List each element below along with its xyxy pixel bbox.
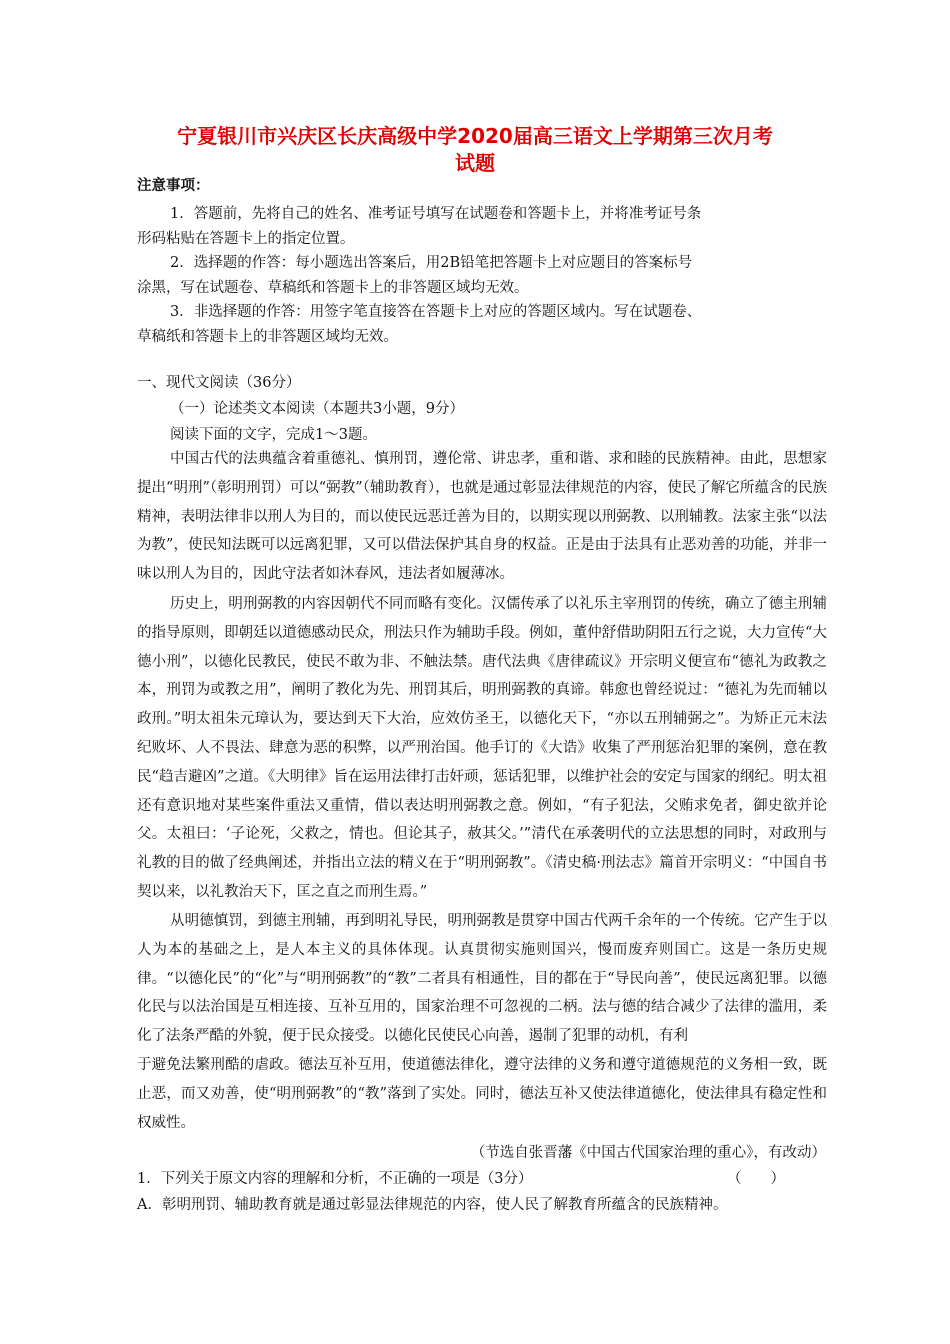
document-title-line1: 宁夏银川市兴庆区长庆高级中学2020届高三语文上学期第三次月考	[177, 124, 773, 148]
notice-item-1a: 1．答题前，先将自己的姓名、准考证号填写在试题卷和答题卡上，并将准考证号条	[170, 206, 702, 222]
notice-item-2a: 2．选择题的作答：每小题选出答案后，用2B铅笔把答题卡上对应题目的答案标号	[170, 255, 693, 271]
notice-item-3b: 草稿纸和答题卡上的非答题区域均无效。	[137, 329, 398, 345]
question-1-stem: 1．下列关于原文内容的理解和分析，不正确的一项是（3分）	[137, 1171, 533, 1187]
section-heading: 一、现代文阅读（36分）	[137, 375, 301, 391]
passage-paragraph-2: 历史上，明刑弼教的内容因朝代不同而略有变化。汉儒传承了以礼乐主宰刑罚的传统，确立了德主刑辅的指导原则，即朝廷以道德感动民众，刑法只作为辅助手段。例如，董仲舒借助阴阳五行之说，大力宣传“大德小刑”，以德化民教民，使民不敢为非、不触法禁。唐代法典《唐律疏议》开宗明义便宣布“德礼为政教之本，刑罚为或教之用”，阐明了教化为先、刑罚其后，明刑弼教的真谛。韩愈也曾经说过：“德礼为先而辅以政刑。”明太祖朱元璋认为，要达到天下大治，应效仿圣王，以德化天下，“亦以五刑辅弼之”。为矫正元末法纪败坏、人不畏法、肆意为恶的积弊，以严刑治国。他手订的《大诰》收集了严刑惩治犯罪的案例，意在教民“趋吉避凶”之道。《大明律》旨在运用法律打击奸顽，惩话犯罪，以维护社会的安定与国家的纲纪。明太祖还有意识地对某些案件重法又重情，借以表达明刑弼教之意。例如，“有子犯法，父贿求免者，御史欲并论父。太祖曰：‘子论死，父救之，情也。但论其子，赦其父。’”清代在承袭明代的立法思想的同时，对政刑与礼教的目的做了经典阐述，并指出立法的精义在于“明刑弼教”。《清史稿·刑法志》篇首开宗明义：“中国自书契以来，以礼教治天下，匡之直之而刑生焉。”	[137, 596, 827, 900]
notice-heading: 注意事项：	[137, 177, 210, 194]
notice-item-3a: 3．非选择题的作答：用签字笔直接答在答题卡上对应的答题区域内。写在试题卷、	[170, 304, 702, 320]
notice-item-2b: 涂黑，写在试题卷、草稿纸和答题卡上的非答题区域均无效。	[137, 280, 529, 296]
passage-source: （节选自张晋藩《中国古代国家治理的重心》，有改动）	[470, 1145, 826, 1161]
question-1-answer-blank: （ ）	[727, 1171, 785, 1187]
passage-paragraph-3: 从明德慎罚，到德主刑辅，再到明礼导民，明刑弼教是贯穿中国古代两千余年的一个传统。它产生于以人为本的基础之上，是人本主义的具体体现。认真贯彻实施则国兴，慢而废弃则国亡。这是一条历史规律。“以德化民”的“化”与“明刑弼教”的“教”二者具有相通性，目的都在于“导民向善”，使民远离犯罪。以德化民与以法治国是互相连接、互补互用的，国家治理不可忽视的二柄。法与德的结合减少了法律的滥用，柔化了法条严酷的外貌，便于民众接受。以德化民使民心向善，遏制了犯罪的动机，有利	[137, 913, 827, 1045]
reading-instruction: 阅读下面的文字，完成1～3题。	[170, 427, 377, 443]
question-1-option-a: A．彰明刑罚、辅助教育就是通过彰显法律规范的内容，使人民了解教育所蕴含的民族精神。	[137, 1197, 728, 1213]
notice-item-1b: 形码粘贴在答题卡上的指定位置。	[137, 231, 355, 247]
section-subheading: （一）论述类文本阅读（本题共3小题，9分）	[170, 401, 464, 417]
passage-paragraph-1: 中国古代的法典蕴含着重德礼、慎刑罚，遵伦常、讲忠孝，重和谐、求和睦的民族精神。由此，思想家提出“明刑”（彰明刑罚）可以“弼教”（辅助教育），也就是通过彰显法律规范的内容，使民了解它所蕴含的民族精神，表明法律非以刑人为目的，而以使民远恶迁善为目的，以期实现以刑弼教、以刑辅教。法家主张“以法为教”，使民知法既可以远离犯罪，又可以借法保护其自身的权益。正是由于法具有止恶劝善的功能，并非一味以刑人为目的，因此守法者如沐春风，违法者如履薄冰。	[137, 451, 827, 583]
passage-paragraph-4: 于避免法繁刑酷的虐政。德法互补互用，使道德法律化，遵守法律的义务和遵守道德规范的义务相一致，既止恶，而又劝善，使“明刑弼教”的“教”落到了实处。同时，德法互补又使法律道德化，使法律具有稳定性和权威性。	[137, 1057, 827, 1131]
document-title-line2: 试题	[455, 151, 495, 175]
